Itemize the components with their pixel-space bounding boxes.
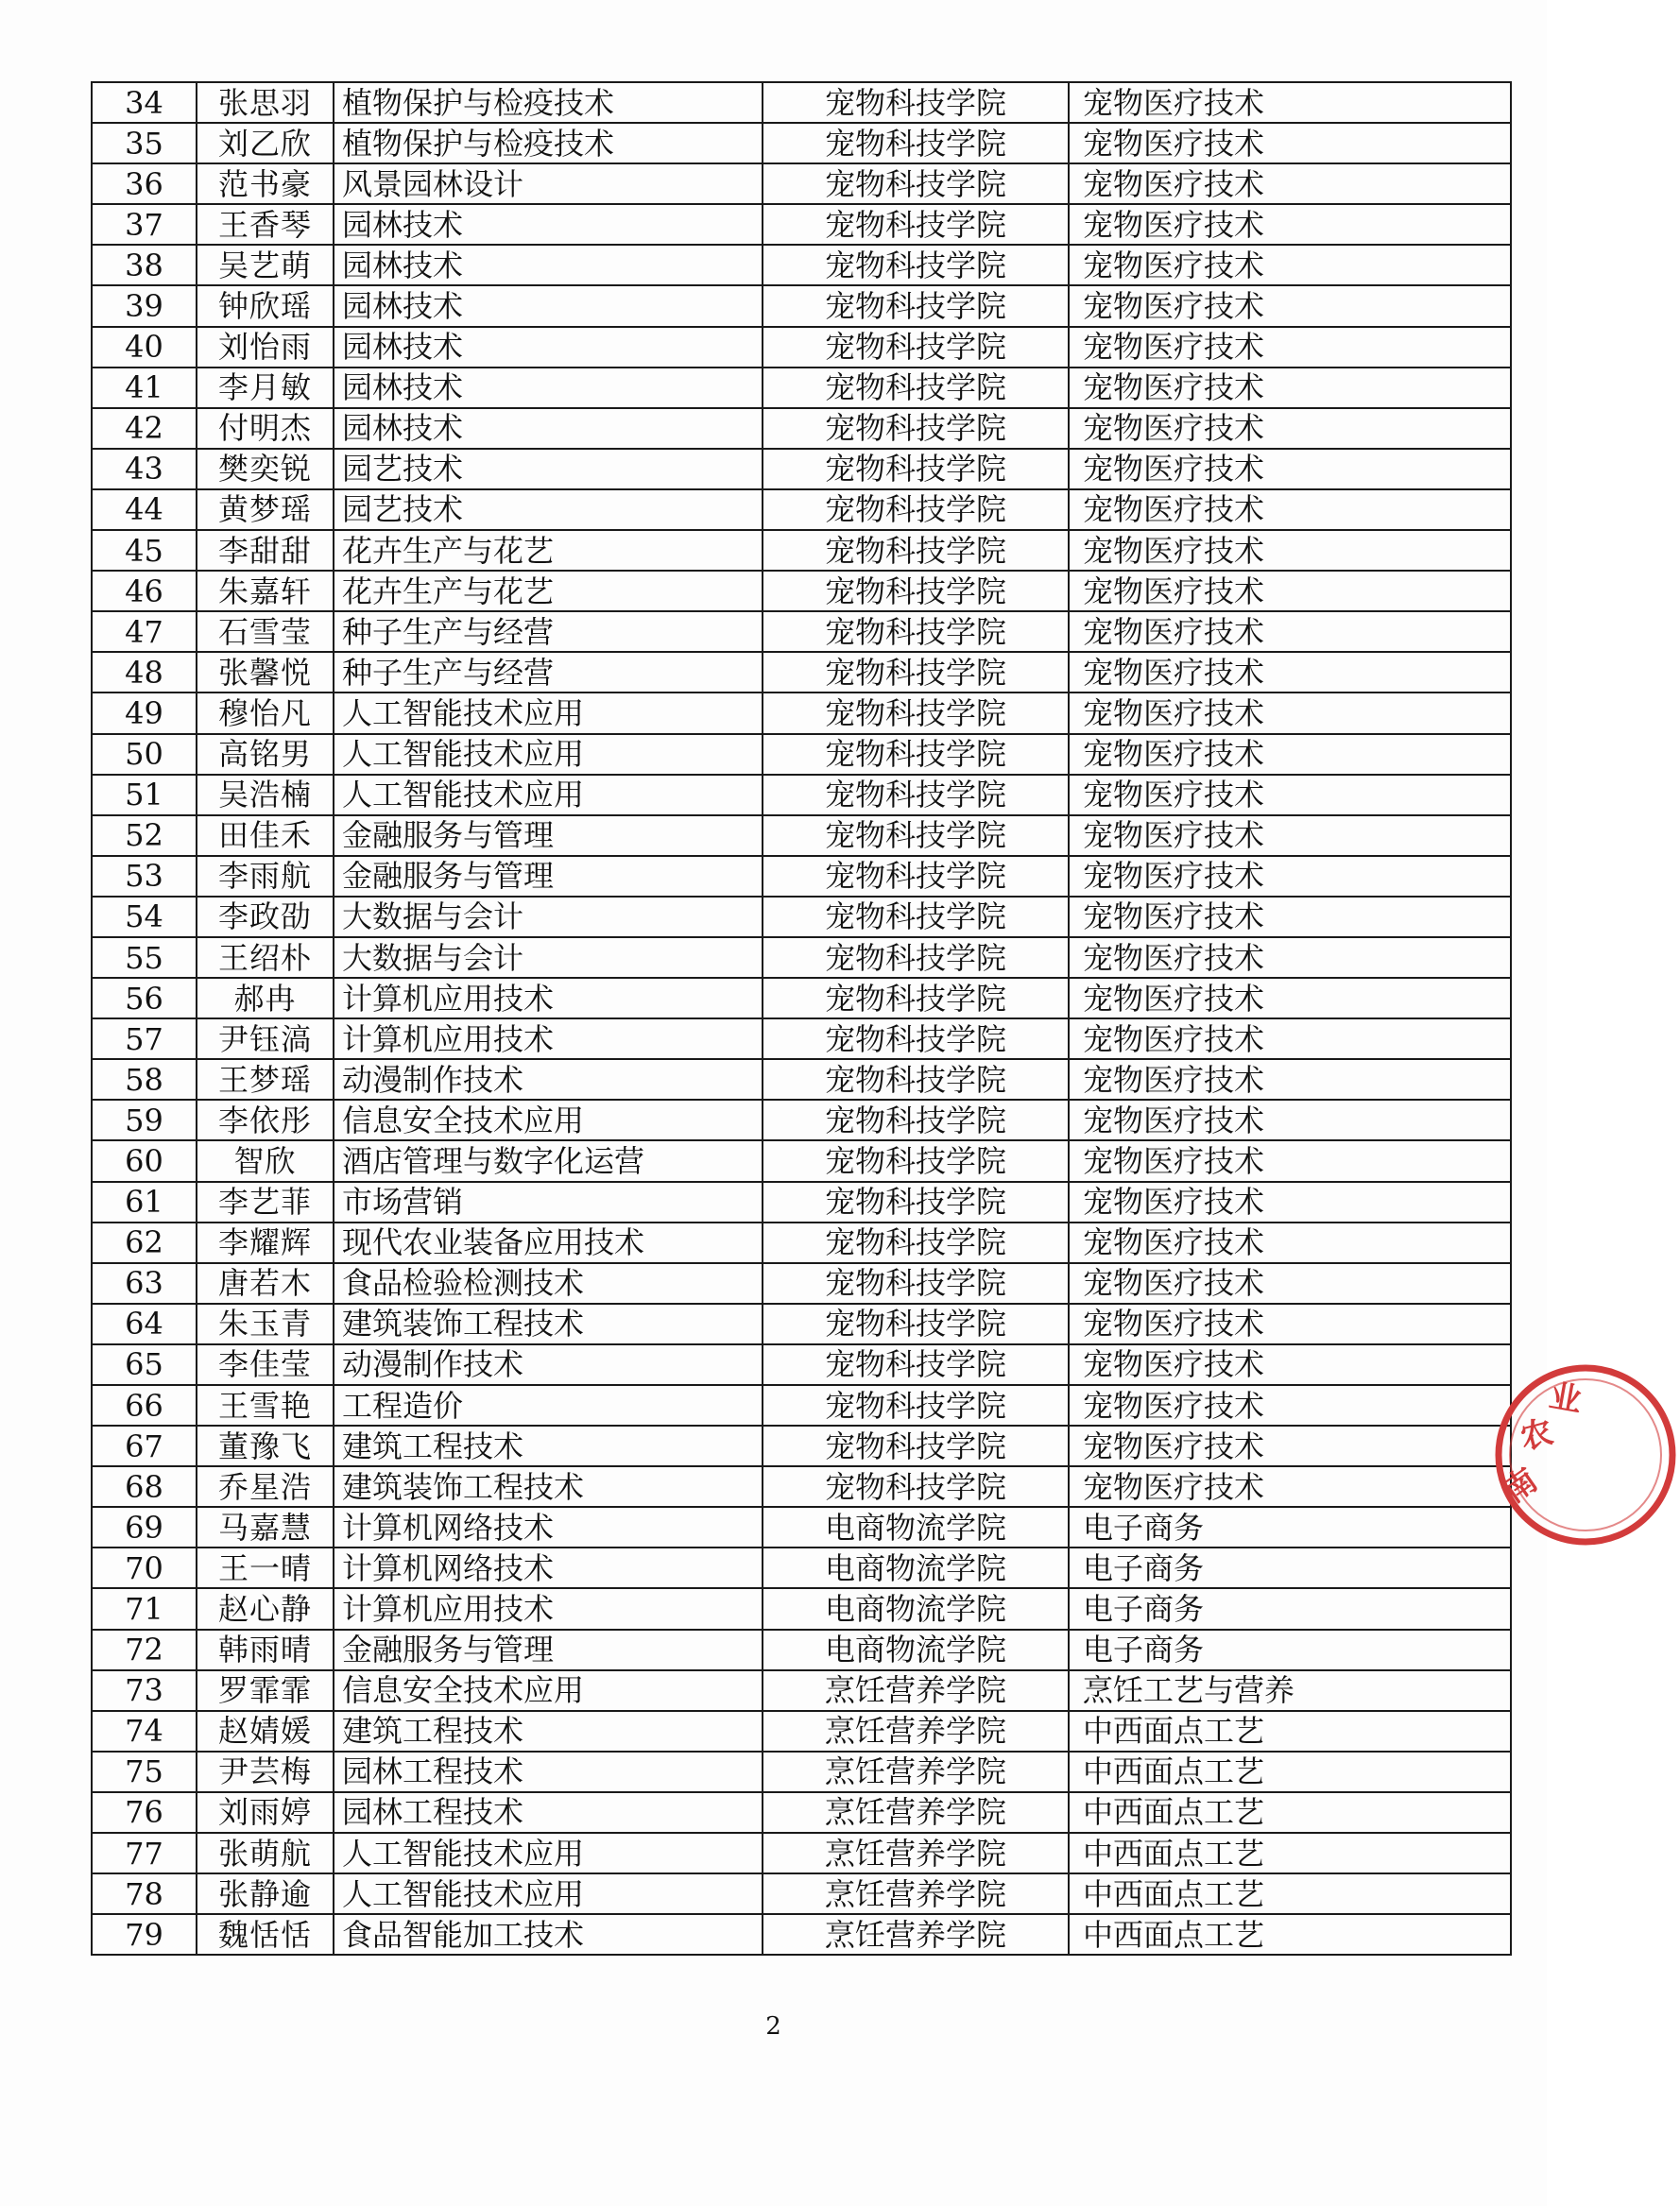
original-major-cell: 人工智能技术应用 [334,1833,763,1873]
table-row [92,1833,1511,1873]
row-number-cell: 78 [92,1873,197,1914]
transfer-major-cell: 宠物医疗技术 [1069,123,1511,163]
transfer-major-cell: 宠物医疗技术 [1069,368,1511,408]
student-name-cell: 乔星浩 [197,1466,334,1507]
transfer-major-cell: 电子商务 [1069,1630,1511,1670]
student-name-cell: 黄梦瑶 [197,489,334,530]
transfer-major-cell: 宠物医疗技术 [1069,1059,1511,1100]
row-number-cell: 46 [92,571,197,611]
table-row [92,1752,1511,1792]
student-name-cell: 范书豪 [197,163,334,204]
student-name-cell: 尹芸梅 [197,1752,334,1792]
original-major-cell: 金融服务与管理 [334,815,763,856]
student-name-cell: 马嘉慧 [197,1507,334,1548]
college-cell: 宠物科技学院 [763,163,1069,204]
original-major-cell: 大数据与会计 [334,937,763,978]
table-row [92,1466,1511,1507]
transfer-major-cell: 中西面点工艺 [1069,1873,1511,1914]
original-major-cell: 园林技术 [334,408,763,449]
college-cell: 电商物流学院 [763,1507,1069,1548]
student-name-cell: 吴艺萌 [197,245,334,285]
official-seal-stamp [1491,1360,1680,1549]
table-row [92,978,1511,1018]
row-number-cell: 79 [92,1914,197,1955]
college-cell: 宠物科技学院 [763,285,1069,326]
student-name-cell: 李雨航 [197,856,334,897]
original-major-cell: 计算机应用技术 [334,978,763,1018]
transfer-major-cell: 宠物医疗技术 [1069,815,1511,856]
transfer-major-cell: 中西面点工艺 [1069,1752,1511,1792]
student-name-cell: 董豫飞 [197,1426,334,1466]
college-cell: 宠物科技学院 [763,489,1069,530]
student-name-cell: 穆怡凡 [197,693,334,733]
table-row [92,530,1511,571]
transfer-major-cell: 宠物医疗技术 [1069,1344,1511,1385]
student-name-cell: 田佳禾 [197,815,334,856]
row-number-cell: 43 [92,449,197,489]
original-major-cell: 园林技术 [334,327,763,368]
row-number-cell: 75 [92,1752,197,1792]
row-number-cell: 49 [92,693,197,733]
transfer-major-cell: 烹饪工艺与营养 [1069,1670,1511,1711]
transfer-major-cell: 宠物医疗技术 [1069,82,1511,123]
student-name-cell: 钟欣瑶 [197,285,334,326]
row-number-cell: 58 [92,1059,197,1100]
row-number-cell: 72 [92,1630,197,1670]
row-number-cell: 50 [92,734,197,775]
row-number-cell: 53 [92,856,197,897]
college-cell: 宠物科技学院 [763,1263,1069,1304]
row-number-cell: 42 [92,408,197,449]
row-number-cell: 56 [92,978,197,1018]
original-major-cell: 园艺技术 [334,489,763,530]
table-row [92,1792,1511,1833]
transfer-major-cell: 宠物医疗技术 [1069,408,1511,449]
row-number-cell: 61 [92,1182,197,1223]
row-number-cell: 35 [92,123,197,163]
table-row [92,368,1511,408]
original-major-cell: 动漫制作技术 [334,1059,763,1100]
original-major-cell: 风景园林设计 [334,163,763,204]
college-cell: 宠物科技学院 [763,775,1069,815]
student-name-cell: 刘乙欣 [197,123,334,163]
transfer-major-cell: 宠物医疗技术 [1069,1304,1511,1344]
row-number-cell: 60 [92,1140,197,1181]
original-major-cell: 园艺技术 [334,449,763,489]
table-row [92,1670,1511,1711]
row-number-cell: 38 [92,245,197,285]
student-name-cell: 赵心静 [197,1588,334,1629]
transfer-major-cell: 宠物医疗技术 [1069,204,1511,245]
college-cell: 宠物科技学院 [763,123,1069,163]
college-cell: 电商物流学院 [763,1548,1069,1588]
svg-text:农: 农 [1516,1412,1557,1458]
table-row [92,327,1511,368]
student-name-cell: 朱玉青 [197,1304,334,1344]
original-major-cell: 建筑装饰工程技术 [334,1304,763,1344]
college-cell: 烹饪营养学院 [763,1873,1069,1914]
original-major-cell: 市场营销 [334,1182,763,1223]
table-row [92,1873,1511,1914]
row-number-cell: 76 [92,1792,197,1833]
college-cell: 宠物科技学院 [763,815,1069,856]
original-major-cell: 信息安全技术应用 [334,1670,763,1711]
college-cell: 宠物科技学院 [763,1466,1069,1507]
transfer-major-cell: 宠物医疗技术 [1069,1018,1511,1059]
transfer-major-cell: 中西面点工艺 [1069,1914,1511,1955]
student-name-cell: 罗霏霏 [197,1670,334,1711]
student-name-cell: 李月敏 [197,368,334,408]
college-cell: 宠物科技学院 [763,571,1069,611]
original-major-cell: 园林技术 [334,285,763,326]
original-major-cell: 人工智能技术应用 [334,775,763,815]
student-name-cell: 张萌航 [197,1833,334,1873]
row-number-cell: 64 [92,1304,197,1344]
transfer-major-cell: 宠物医疗技术 [1069,449,1511,489]
original-major-cell: 种子生产与经营 [334,652,763,693]
original-major-cell: 信息安全技术应用 [334,1100,763,1140]
college-cell: 宠物科技学院 [763,1018,1069,1059]
original-major-cell: 建筑工程技术 [334,1711,763,1752]
transfer-major-cell: 宠物医疗技术 [1069,530,1511,571]
table-row [92,204,1511,245]
transfer-major-cell: 宠物医疗技术 [1069,285,1511,326]
college-cell: 宠物科技学院 [763,1223,1069,1263]
student-name-cell: 智欣 [197,1140,334,1181]
college-cell: 宠物科技学院 [763,1059,1069,1100]
college-cell: 宠物科技学院 [763,978,1069,1018]
row-number-cell: 41 [92,368,197,408]
original-major-cell: 酒店管理与数字化运营 [334,1140,763,1181]
student-name-cell: 王一晴 [197,1548,334,1588]
transfer-major-cell: 电子商务 [1069,1588,1511,1629]
table-row [92,285,1511,326]
student-name-cell: 尹钰滈 [197,1018,334,1059]
row-number-cell: 52 [92,815,197,856]
original-major-cell: 园林工程技术 [334,1792,763,1833]
original-major-cell: 人工智能技术应用 [334,734,763,775]
transfer-major-cell: 宠物医疗技术 [1069,734,1511,775]
row-number-cell: 37 [92,204,197,245]
student-name-cell: 高铭男 [197,734,334,775]
college-cell: 宠物科技学院 [763,856,1069,897]
student-name-cell: 石雪莹 [197,611,334,652]
original-major-cell: 计算机应用技术 [334,1588,763,1629]
table-row [92,1263,1511,1304]
original-major-cell: 金融服务与管理 [334,856,763,897]
table-row [92,1182,1511,1223]
table-row [92,1344,1511,1385]
table-row [92,856,1511,897]
student-name-cell: 唐若木 [197,1263,334,1304]
row-number-cell: 69 [92,1507,197,1548]
student-name-cell: 王梦瑶 [197,1059,334,1100]
original-major-cell: 工程造价 [334,1385,763,1426]
original-major-cell: 食品智能加工技术 [334,1914,763,1955]
original-major-cell: 植物保护与检疫技术 [334,82,763,123]
college-cell: 宠物科技学院 [763,734,1069,775]
transfer-major-cell: 宠物医疗技术 [1069,1263,1511,1304]
row-number-cell: 63 [92,1263,197,1304]
college-cell: 烹饪营养学院 [763,1670,1069,1711]
row-number-cell: 48 [92,652,197,693]
original-major-cell: 动漫制作技术 [334,1344,763,1385]
transfer-major-cell: 宠物医疗技术 [1069,1100,1511,1140]
student-name-cell: 李艺菲 [197,1182,334,1223]
student-name-cell: 吴浩楠 [197,775,334,815]
table-row [92,1385,1511,1426]
table-row [92,1304,1511,1344]
original-major-cell: 建筑工程技术 [334,1426,763,1466]
college-cell: 宠物科技学院 [763,1140,1069,1181]
college-cell: 宠物科技学院 [763,611,1069,652]
row-number-cell: 54 [92,897,197,937]
original-major-cell: 计算机应用技术 [334,1018,763,1059]
row-number-cell: 34 [92,82,197,123]
student-name-cell: 张静逾 [197,1873,334,1914]
row-number-cell: 59 [92,1100,197,1140]
transfer-major-cell: 宠物医疗技术 [1069,327,1511,368]
row-number-cell: 71 [92,1588,197,1629]
table-row [92,652,1511,693]
student-name-cell: 朱嘉轩 [197,571,334,611]
original-major-cell: 现代农业装备应用技术 [334,1223,763,1263]
table-row [92,1140,1511,1181]
college-cell: 宠物科技学院 [763,368,1069,408]
row-number-cell: 70 [92,1548,197,1588]
row-number-cell: 55 [92,937,197,978]
row-number-cell: 67 [92,1426,197,1466]
college-cell: 宠物科技学院 [763,652,1069,693]
college-cell: 烹饪营养学院 [763,1914,1069,1955]
transfer-major-cell: 电子商务 [1069,1548,1511,1588]
original-major-cell: 食品检验检测技术 [334,1263,763,1304]
student-name-cell: 魏恬恬 [197,1914,334,1955]
college-cell: 宠物科技学院 [763,1426,1069,1466]
table-row [92,734,1511,775]
college-cell: 电商物流学院 [763,1630,1069,1670]
table-row [92,1711,1511,1752]
transfer-major-cell: 电子商务 [1069,1507,1511,1548]
transfer-major-cell: 中西面点工艺 [1069,1833,1511,1873]
row-number-cell: 65 [92,1344,197,1385]
transfer-major-cell: 宠物医疗技术 [1069,1182,1511,1223]
original-major-cell: 园林技术 [334,368,763,408]
student-name-cell: 郝冉 [197,978,334,1018]
table-row [92,1507,1511,1548]
student-name-cell: 刘雨婷 [197,1792,334,1833]
transfer-major-cell: 中西面点工艺 [1069,1792,1511,1833]
original-major-cell: 建筑装饰工程技术 [334,1466,763,1507]
college-cell: 宠物科技学院 [763,897,1069,937]
original-major-cell: 人工智能技术应用 [334,693,763,733]
table-row [92,1223,1511,1263]
transfer-major-cell: 宠物医疗技术 [1069,1426,1511,1466]
row-number-cell: 47 [92,611,197,652]
roster-body [92,82,1511,1955]
table-row [92,489,1511,530]
student-name-cell: 李依彤 [197,1100,334,1140]
table-row [92,815,1511,856]
college-cell: 宠物科技学院 [763,449,1069,489]
table-row [92,1059,1511,1100]
student-name-cell: 付明杰 [197,408,334,449]
college-cell: 宠物科技学院 [763,1344,1069,1385]
page-number: 2 [765,2012,781,2041]
student-name-cell: 王雪艳 [197,1385,334,1426]
student-name-cell: 张思羽 [197,82,334,123]
row-number-cell: 36 [92,163,197,204]
student-name-cell: 王绍朴 [197,937,334,978]
college-cell: 烹饪营养学院 [763,1711,1069,1752]
table-row [92,408,1511,449]
original-major-cell: 花卉生产与花艺 [334,571,763,611]
table-row [92,1630,1511,1670]
transfer-major-cell: 宠物医疗技术 [1069,978,1511,1018]
transfer-major-cell: 宠物医疗技术 [1069,775,1511,815]
transfer-major-cell: 宠物医疗技术 [1069,571,1511,611]
student-name-cell: 李甜甜 [197,530,334,571]
college-cell: 宠物科技学院 [763,204,1069,245]
original-major-cell: 园林工程技术 [334,1752,763,1792]
row-number-cell: 40 [92,327,197,368]
transfer-major-cell: 宠物医疗技术 [1069,652,1511,693]
transfer-major-cell: 宠物医疗技术 [1069,937,1511,978]
transfer-major-cell: 宠物医疗技术 [1069,245,1511,285]
student-name-cell: 李佳莹 [197,1344,334,1385]
student-name-cell: 李耀辉 [197,1223,334,1263]
svg-text:业: 业 [1546,1377,1586,1421]
college-cell: 宠物科技学院 [763,1304,1069,1344]
table-row [92,1018,1511,1059]
table-row [92,163,1511,204]
row-number-cell: 68 [92,1466,197,1507]
row-number-cell: 77 [92,1833,197,1873]
college-cell: 宠物科技学院 [763,327,1069,368]
row-number-cell: 57 [92,1018,197,1059]
transfer-major-cell: 宠物医疗技术 [1069,163,1511,204]
college-cell: 宠物科技学院 [763,1385,1069,1426]
transfer-major-cell: 宠物医疗技术 [1069,489,1511,530]
table-row [92,611,1511,652]
college-cell: 烹饪营养学院 [763,1792,1069,1833]
original-major-cell: 金融服务与管理 [334,1630,763,1670]
table-row [92,1588,1511,1629]
table-row [92,571,1511,611]
transfer-major-cell: 宠物医疗技术 [1069,693,1511,733]
college-cell: 烹饪营养学院 [763,1752,1069,1792]
college-cell: 烹饪营养学院 [763,1833,1069,1873]
college-cell: 宠物科技学院 [763,245,1069,285]
college-cell: 宠物科技学院 [763,937,1069,978]
row-number-cell: 44 [92,489,197,530]
college-cell: 宠物科技学院 [763,82,1069,123]
row-number-cell: 45 [92,530,197,571]
original-major-cell: 种子生产与经营 [334,611,763,652]
transfer-major-cell: 宠物医疗技术 [1069,897,1511,937]
table-row [92,775,1511,815]
svg-text:南: 南 [1496,1461,1545,1511]
student-name-cell: 刘怡雨 [197,327,334,368]
original-major-cell: 大数据与会计 [334,897,763,937]
student-roster-table [91,81,1512,1956]
transfer-major-cell: 宠物医疗技术 [1069,1466,1511,1507]
college-cell: 宠物科技学院 [763,1100,1069,1140]
row-number-cell: 74 [92,1711,197,1752]
student-name-cell: 李政劭 [197,897,334,937]
table-row [92,897,1511,937]
table-row [92,245,1511,285]
college-cell: 宠物科技学院 [763,408,1069,449]
transfer-major-cell: 宠物医疗技术 [1069,611,1511,652]
original-major-cell: 人工智能技术应用 [334,1873,763,1914]
row-number-cell: 73 [92,1670,197,1711]
student-name-cell: 王香琴 [197,204,334,245]
table-row [92,123,1511,163]
table-row [92,1100,1511,1140]
original-major-cell: 植物保护与检疫技术 [334,123,763,163]
student-name-cell: 张馨悦 [197,652,334,693]
student-name-cell: 赵婧媛 [197,1711,334,1752]
college-cell: 电商物流学院 [763,1588,1069,1629]
row-number-cell: 66 [92,1385,197,1426]
student-name-cell: 樊奕锐 [197,449,334,489]
table-row [92,693,1511,733]
college-cell: 宠物科技学院 [763,530,1069,571]
college-cell: 宠物科技学院 [763,1182,1069,1223]
transfer-major-cell: 宠物医疗技术 [1069,1223,1511,1263]
row-number-cell: 39 [92,285,197,326]
table-row [92,1426,1511,1466]
original-major-cell: 园林技术 [334,204,763,245]
table-row [92,82,1511,123]
original-major-cell: 计算机网络技术 [334,1548,763,1588]
row-number-cell: 62 [92,1223,197,1263]
table-row [92,1914,1511,1955]
original-major-cell: 园林技术 [334,245,763,285]
table-row [92,1548,1511,1588]
transfer-major-cell: 宠物医疗技术 [1069,1385,1511,1426]
original-major-cell: 计算机网络技术 [334,1507,763,1548]
student-name-cell: 韩雨晴 [197,1630,334,1670]
table-row [92,937,1511,978]
table-row [92,449,1511,489]
transfer-major-cell: 宠物医疗技术 [1069,856,1511,897]
original-major-cell: 花卉生产与花艺 [334,530,763,571]
college-cell: 宠物科技学院 [763,693,1069,733]
transfer-major-cell: 宠物医疗技术 [1069,1140,1511,1181]
row-number-cell: 51 [92,775,197,815]
transfer-major-cell: 中西面点工艺 [1069,1711,1511,1752]
